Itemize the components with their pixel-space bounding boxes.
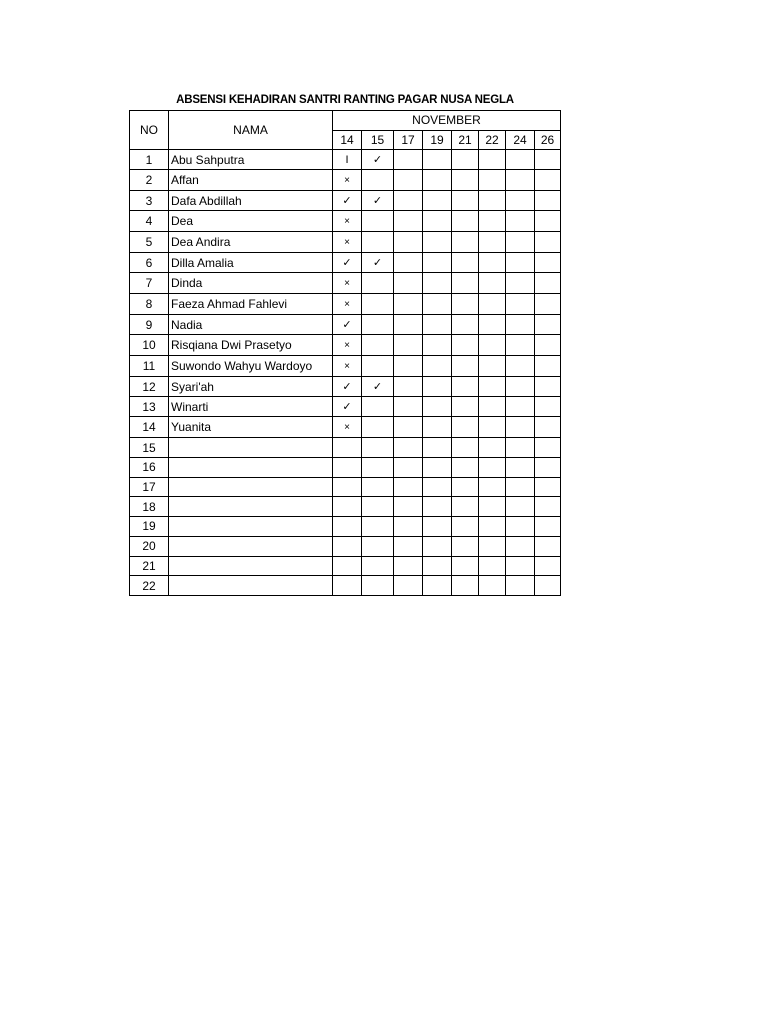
table-row xyxy=(130,556,561,576)
student-name: Yuanita xyxy=(169,417,333,438)
row-number: 17 xyxy=(130,477,169,497)
attendance-cell xyxy=(535,377,561,397)
attendance-cell xyxy=(535,356,561,377)
attendance-cell xyxy=(452,273,479,294)
attendance-cell xyxy=(479,273,506,294)
attendance-cell xyxy=(423,458,452,478)
attendance-cell xyxy=(333,397,362,417)
student-name: Affan xyxy=(169,170,333,191)
attendance-cell xyxy=(333,377,362,397)
student-name xyxy=(169,556,333,576)
attendance-cell xyxy=(394,211,423,232)
attendance-cell xyxy=(506,273,535,294)
attendance-cell xyxy=(479,477,506,497)
cross-icon: × xyxy=(344,299,350,311)
attendance-cell xyxy=(394,191,423,211)
student-name xyxy=(169,458,333,478)
row-number: 22 xyxy=(130,576,169,596)
attendance-table xyxy=(129,110,561,596)
attendance-cell xyxy=(452,556,479,576)
attendance-cell xyxy=(535,477,561,497)
table-row xyxy=(130,315,561,335)
attendance-cell xyxy=(394,438,423,458)
attendance-cell xyxy=(535,150,561,170)
attendance-cell xyxy=(362,315,394,335)
attendance-cell xyxy=(394,150,423,170)
attendance-cell xyxy=(394,335,423,356)
attendance-cell xyxy=(506,477,535,497)
table-row xyxy=(130,273,561,294)
attendance-cell xyxy=(362,536,394,556)
attendance-cell xyxy=(535,397,561,417)
table-row xyxy=(130,417,561,438)
student-name xyxy=(169,477,333,497)
attendance-cell xyxy=(362,232,394,253)
attendance-cell xyxy=(452,576,479,596)
attendance-cell xyxy=(452,294,479,315)
attendance-cell xyxy=(394,397,423,417)
check-icon: ✓ xyxy=(342,319,352,332)
student-name: Risqiana Dwi Prasetyo xyxy=(169,335,333,356)
attendance-cell xyxy=(452,191,479,211)
table-row xyxy=(130,458,561,478)
row-number: 13 xyxy=(130,397,169,417)
header-date: 17 xyxy=(394,130,423,150)
row-number: 19 xyxy=(130,517,169,537)
attendance-cell xyxy=(333,232,362,253)
table-row xyxy=(130,477,561,497)
attendance-cell xyxy=(423,273,452,294)
attendance-cell xyxy=(506,253,535,273)
student-name xyxy=(169,576,333,596)
attendance-cell xyxy=(535,576,561,596)
attendance-cell xyxy=(479,438,506,458)
attendance-cell xyxy=(479,253,506,273)
permission-mark: I xyxy=(345,154,349,167)
student-name: Dinda xyxy=(169,273,333,294)
attendance-cell xyxy=(452,497,479,517)
check-icon: ✓ xyxy=(342,257,352,270)
attendance-cell xyxy=(423,497,452,517)
check-icon: ✓ xyxy=(372,381,383,394)
attendance-cell xyxy=(535,294,561,315)
table-row xyxy=(130,517,561,537)
attendance-cell xyxy=(479,315,506,335)
attendance-cell xyxy=(535,170,561,191)
header-month: NOVEMBER xyxy=(333,111,561,131)
student-name xyxy=(169,497,333,517)
attendance-cell xyxy=(506,377,535,397)
attendance-cell xyxy=(423,377,452,397)
attendance-cell xyxy=(333,517,362,537)
attendance-cell xyxy=(535,458,561,478)
student-name xyxy=(169,438,333,458)
attendance-cell xyxy=(506,536,535,556)
attendance-cell xyxy=(423,517,452,537)
attendance-cell xyxy=(394,170,423,191)
attendance-cell xyxy=(535,211,561,232)
attendance-cell xyxy=(423,211,452,232)
header-date: 14 xyxy=(333,130,362,150)
attendance-cell xyxy=(479,294,506,315)
table-row xyxy=(130,191,561,211)
header-date: 22 xyxy=(479,130,506,150)
row-number: 2 xyxy=(130,170,169,191)
header-no: NO xyxy=(130,111,169,150)
cross-icon: × xyxy=(344,216,350,228)
attendance-cell xyxy=(423,417,452,438)
header-date: 15 xyxy=(362,130,394,150)
row-number: 10 xyxy=(130,335,169,356)
attendance-cell xyxy=(423,315,452,335)
attendance-cell xyxy=(479,517,506,537)
attendance-cell xyxy=(423,335,452,356)
cross-icon: × xyxy=(344,361,350,373)
check-icon: ✓ xyxy=(372,257,383,270)
attendance-cell xyxy=(506,294,535,315)
attendance-cell xyxy=(333,211,362,232)
row-number: 8 xyxy=(130,294,169,315)
cross-icon: × xyxy=(344,278,350,290)
attendance-cell xyxy=(452,417,479,438)
attendance-cell xyxy=(362,377,394,397)
row-number: 15 xyxy=(130,438,169,458)
attendance-cell xyxy=(362,497,394,517)
table-row xyxy=(130,253,561,273)
attendance-cell xyxy=(394,253,423,273)
row-number: 12 xyxy=(130,377,169,397)
attendance-cell xyxy=(452,438,479,458)
attendance-cell xyxy=(423,150,452,170)
attendance-cell xyxy=(423,294,452,315)
attendance-cell xyxy=(362,438,394,458)
attendance-cell xyxy=(535,497,561,517)
attendance-cell xyxy=(394,556,423,576)
row-number: 16 xyxy=(130,458,169,478)
header-nama: NAMA xyxy=(169,111,333,150)
table-row xyxy=(130,536,561,556)
attendance-cell xyxy=(506,438,535,458)
header-date: 26 xyxy=(535,130,561,150)
attendance-cell xyxy=(394,576,423,596)
attendance-cell xyxy=(333,417,362,438)
header-date: 19 xyxy=(423,130,452,150)
attendance-cell xyxy=(362,517,394,537)
attendance-cell xyxy=(479,356,506,377)
attendance-cell xyxy=(535,315,561,335)
attendance-cell xyxy=(362,356,394,377)
attendance-cell xyxy=(362,477,394,497)
attendance-cell xyxy=(423,576,452,596)
attendance-cell xyxy=(423,232,452,253)
attendance-cell xyxy=(479,170,506,191)
attendance-cell xyxy=(394,497,423,517)
attendance-cell xyxy=(452,377,479,397)
row-number: 20 xyxy=(130,536,169,556)
check-icon: ✓ xyxy=(342,401,352,414)
attendance-cell xyxy=(362,273,394,294)
student-name: Suwondo Wahyu Wardoyo xyxy=(169,356,333,377)
attendance-cell xyxy=(333,556,362,576)
attendance-cell xyxy=(362,150,394,170)
row-number: 6 xyxy=(130,253,169,273)
student-name: Dilla Amalia xyxy=(169,253,333,273)
attendance-cell xyxy=(452,253,479,273)
attendance-cell xyxy=(479,232,506,253)
attendance-cell xyxy=(423,397,452,417)
attendance-body xyxy=(130,150,561,596)
student-name: Syari'ah xyxy=(169,377,333,397)
attendance-cell xyxy=(535,273,561,294)
attendance-cell xyxy=(362,294,394,315)
cross-icon: × xyxy=(344,340,350,352)
row-number: 3 xyxy=(130,191,169,211)
row-number: 9 xyxy=(130,315,169,335)
attendance-cell xyxy=(452,211,479,232)
attendance-cell xyxy=(333,294,362,315)
attendance-cell xyxy=(423,356,452,377)
attendance-cell xyxy=(333,191,362,211)
attendance-cell xyxy=(333,438,362,458)
attendance-cell xyxy=(535,232,561,253)
attendance-cell xyxy=(394,232,423,253)
attendance-cell xyxy=(362,556,394,576)
attendance-cell xyxy=(506,191,535,211)
attendance-cell xyxy=(452,232,479,253)
table-row xyxy=(130,356,561,377)
attendance-cell xyxy=(535,517,561,537)
attendance-cell xyxy=(423,536,452,556)
attendance-cell xyxy=(506,497,535,517)
attendance-cell xyxy=(506,170,535,191)
row-number: 11 xyxy=(130,356,169,377)
attendance-cell xyxy=(535,417,561,438)
table-row xyxy=(130,232,561,253)
row-number: 1 xyxy=(130,150,169,170)
attendance-cell xyxy=(333,356,362,377)
attendance-cell xyxy=(479,576,506,596)
attendance-cell xyxy=(452,315,479,335)
attendance-cell xyxy=(394,458,423,478)
attendance-cell xyxy=(506,150,535,170)
attendance-cell xyxy=(362,211,394,232)
attendance-cell xyxy=(423,191,452,211)
student-name: Dea xyxy=(169,211,333,232)
attendance-cell xyxy=(452,335,479,356)
attendance-cell xyxy=(506,315,535,335)
attendance-cell xyxy=(535,191,561,211)
attendance-cell xyxy=(452,477,479,497)
row-number: 7 xyxy=(130,273,169,294)
student-name: Dea Andira xyxy=(169,232,333,253)
attendance-cell xyxy=(362,458,394,478)
student-name xyxy=(169,536,333,556)
attendance-cell xyxy=(423,556,452,576)
cross-icon: × xyxy=(344,237,350,249)
attendance-cell xyxy=(479,458,506,478)
attendance-cell xyxy=(479,150,506,170)
cross-icon: × xyxy=(344,175,350,187)
attendance-cell xyxy=(452,397,479,417)
table-row xyxy=(130,397,561,417)
attendance-cell xyxy=(423,477,452,497)
attendance-cell xyxy=(535,335,561,356)
attendance-cell xyxy=(362,397,394,417)
attendance-cell xyxy=(452,150,479,170)
attendance-cell xyxy=(479,211,506,232)
attendance-cell xyxy=(394,417,423,438)
check-icon: ✓ xyxy=(372,154,383,167)
attendance-cell xyxy=(506,335,535,356)
header-date: 24 xyxy=(506,130,535,150)
attendance-cell xyxy=(479,191,506,211)
attendance-cell xyxy=(333,477,362,497)
attendance-cell xyxy=(333,458,362,478)
attendance-cell xyxy=(333,150,362,170)
table-row xyxy=(130,497,561,517)
table-row xyxy=(130,377,561,397)
attendance-cell xyxy=(362,335,394,356)
row-number: 21 xyxy=(130,556,169,576)
attendance-cell xyxy=(394,356,423,377)
table-row xyxy=(130,150,561,170)
check-icon: ✓ xyxy=(342,195,352,208)
attendance-cell xyxy=(506,576,535,596)
student-name: Faeza Ahmad Fahlevi xyxy=(169,294,333,315)
attendance-cell xyxy=(535,556,561,576)
attendance-cell xyxy=(333,315,362,335)
attendance-cell xyxy=(452,458,479,478)
cross-icon: × xyxy=(344,422,350,434)
attendance-cell xyxy=(506,397,535,417)
attendance-cell xyxy=(394,273,423,294)
attendance-cell xyxy=(479,397,506,417)
attendance-cell xyxy=(333,170,362,191)
attendance-cell xyxy=(452,536,479,556)
attendance-cell xyxy=(423,438,452,458)
attendance-cell xyxy=(506,458,535,478)
attendance-cell xyxy=(333,497,362,517)
table-row xyxy=(130,335,561,356)
attendance-cell xyxy=(362,253,394,273)
header-row-month xyxy=(130,111,561,131)
attendance-cell xyxy=(452,517,479,537)
student-name: Dafa Abdillah xyxy=(169,191,333,211)
attendance-cell xyxy=(452,356,479,377)
attendance-cell xyxy=(394,294,423,315)
attendance-cell xyxy=(394,377,423,397)
row-number: 18 xyxy=(130,497,169,517)
attendance-cell xyxy=(394,315,423,335)
attendance-cell xyxy=(535,536,561,556)
attendance-cell xyxy=(333,273,362,294)
table-row xyxy=(130,438,561,458)
attendance-cell xyxy=(423,170,452,191)
attendance-cell xyxy=(394,517,423,537)
attendance-cell xyxy=(394,536,423,556)
attendance-cell xyxy=(479,417,506,438)
student-name xyxy=(169,517,333,537)
attendance-cell xyxy=(479,377,506,397)
attendance-cell xyxy=(506,211,535,232)
attendance-cell xyxy=(423,253,452,273)
attendance-cell xyxy=(506,517,535,537)
row-number: 5 xyxy=(130,232,169,253)
attendance-cell xyxy=(394,477,423,497)
row-number: 4 xyxy=(130,211,169,232)
attendance-cell xyxy=(333,576,362,596)
table-row xyxy=(130,170,561,191)
row-number: 14 xyxy=(130,417,169,438)
check-icon: ✓ xyxy=(372,195,383,208)
attendance-cell xyxy=(479,536,506,556)
table-row xyxy=(130,294,561,315)
student-name: Abu Sahputra xyxy=(169,150,333,170)
attendance-cell xyxy=(362,191,394,211)
attendance-cell xyxy=(506,232,535,253)
attendance-cell xyxy=(506,417,535,438)
attendance-cell xyxy=(452,170,479,191)
table-row xyxy=(130,211,561,232)
attendance-cell xyxy=(333,253,362,273)
attendance-cell xyxy=(479,556,506,576)
attendance-cell xyxy=(506,356,535,377)
attendance-cell xyxy=(535,253,561,273)
attendance-cell xyxy=(506,556,535,576)
student-name: Nadia xyxy=(169,315,333,335)
attendance-cell xyxy=(535,438,561,458)
attendance-cell xyxy=(479,335,506,356)
student-name: Winarti xyxy=(169,397,333,417)
document-title: ABSENSI KEHADIRAN SANTRI RANTING PAGAR NUSA NEGLA xyxy=(176,94,514,106)
table-row xyxy=(130,576,561,596)
attendance-cell xyxy=(362,417,394,438)
attendance-cell xyxy=(362,170,394,191)
attendance-cell xyxy=(479,497,506,517)
attendance-cell xyxy=(333,335,362,356)
header-date: 21 xyxy=(452,130,479,150)
attendance-cell xyxy=(362,576,394,596)
attendance-cell xyxy=(333,536,362,556)
check-icon: ✓ xyxy=(342,381,352,394)
